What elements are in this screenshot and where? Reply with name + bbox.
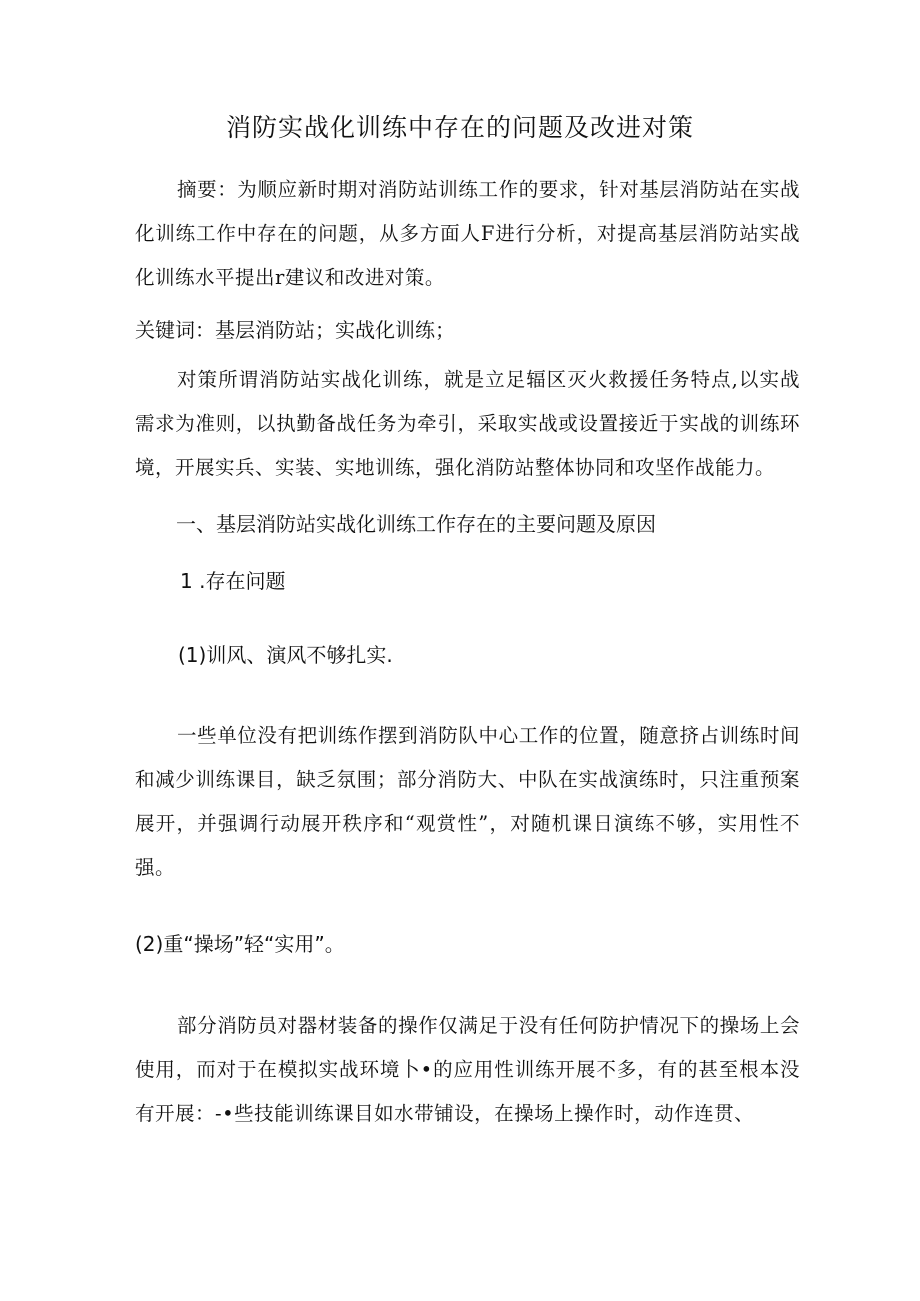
item-body-2: 部分消防员对器材装备的操作仅满足于没有任何防护情况下的操场上会使用，而对于在模拟实战环境卜•的应用性训练开展不多，有的甚至根本没有开展：-•些技能训练课目如水带铺设，在操场上操作时，动作连贯、 xyxy=(135,1014,800,1125)
document-title: 消防实战化训练中存在的问题及改进对策 xyxy=(225,113,694,142)
item-heading-1: (1)训风、演风不够扎实. xyxy=(178,643,393,667)
keywords-line: 关键词：基层消防站；实战化训练； xyxy=(135,318,455,342)
intro-paragraph: 对策所谓消防站实战化训练，就是立足辐区灭火救援任务特点,以实战需求为准则，以执勤备战任务为牵引，采取实战或设置接近于实战的训练环境，开展实兵、实装、实地训练，强化消防站整体协同和攻坚作战能力。 xyxy=(135,368,800,479)
section-heading: 一、基层消防站实战化训练工作存在的主要问题及原因 xyxy=(176,512,656,536)
subsection-heading: 1 .存在问题 xyxy=(180,569,286,593)
abstract-paragraph: 摘要：为顺应新时期对消防站训练工作的要求，针对基层消防站在实战化训练工作中存在的问题，从多方面人F进行分析，对提高基层消防站实战化训练水平提出r建议和改进对策。 xyxy=(135,178,800,289)
item-heading-2: (2)重“操场”轻“实用”。 xyxy=(135,932,345,956)
item-body-1: 一些单位没有把训练作摆到消防队中心工作的位置，随意挤占训练时间和减少训练课目，缺乏氛围；部分消防大、中队在实战演练时，只注重预案展开，并强调行动展开秩序和“观赏性”，对随机课日演练不够，实用性不强。 xyxy=(135,724,800,879)
